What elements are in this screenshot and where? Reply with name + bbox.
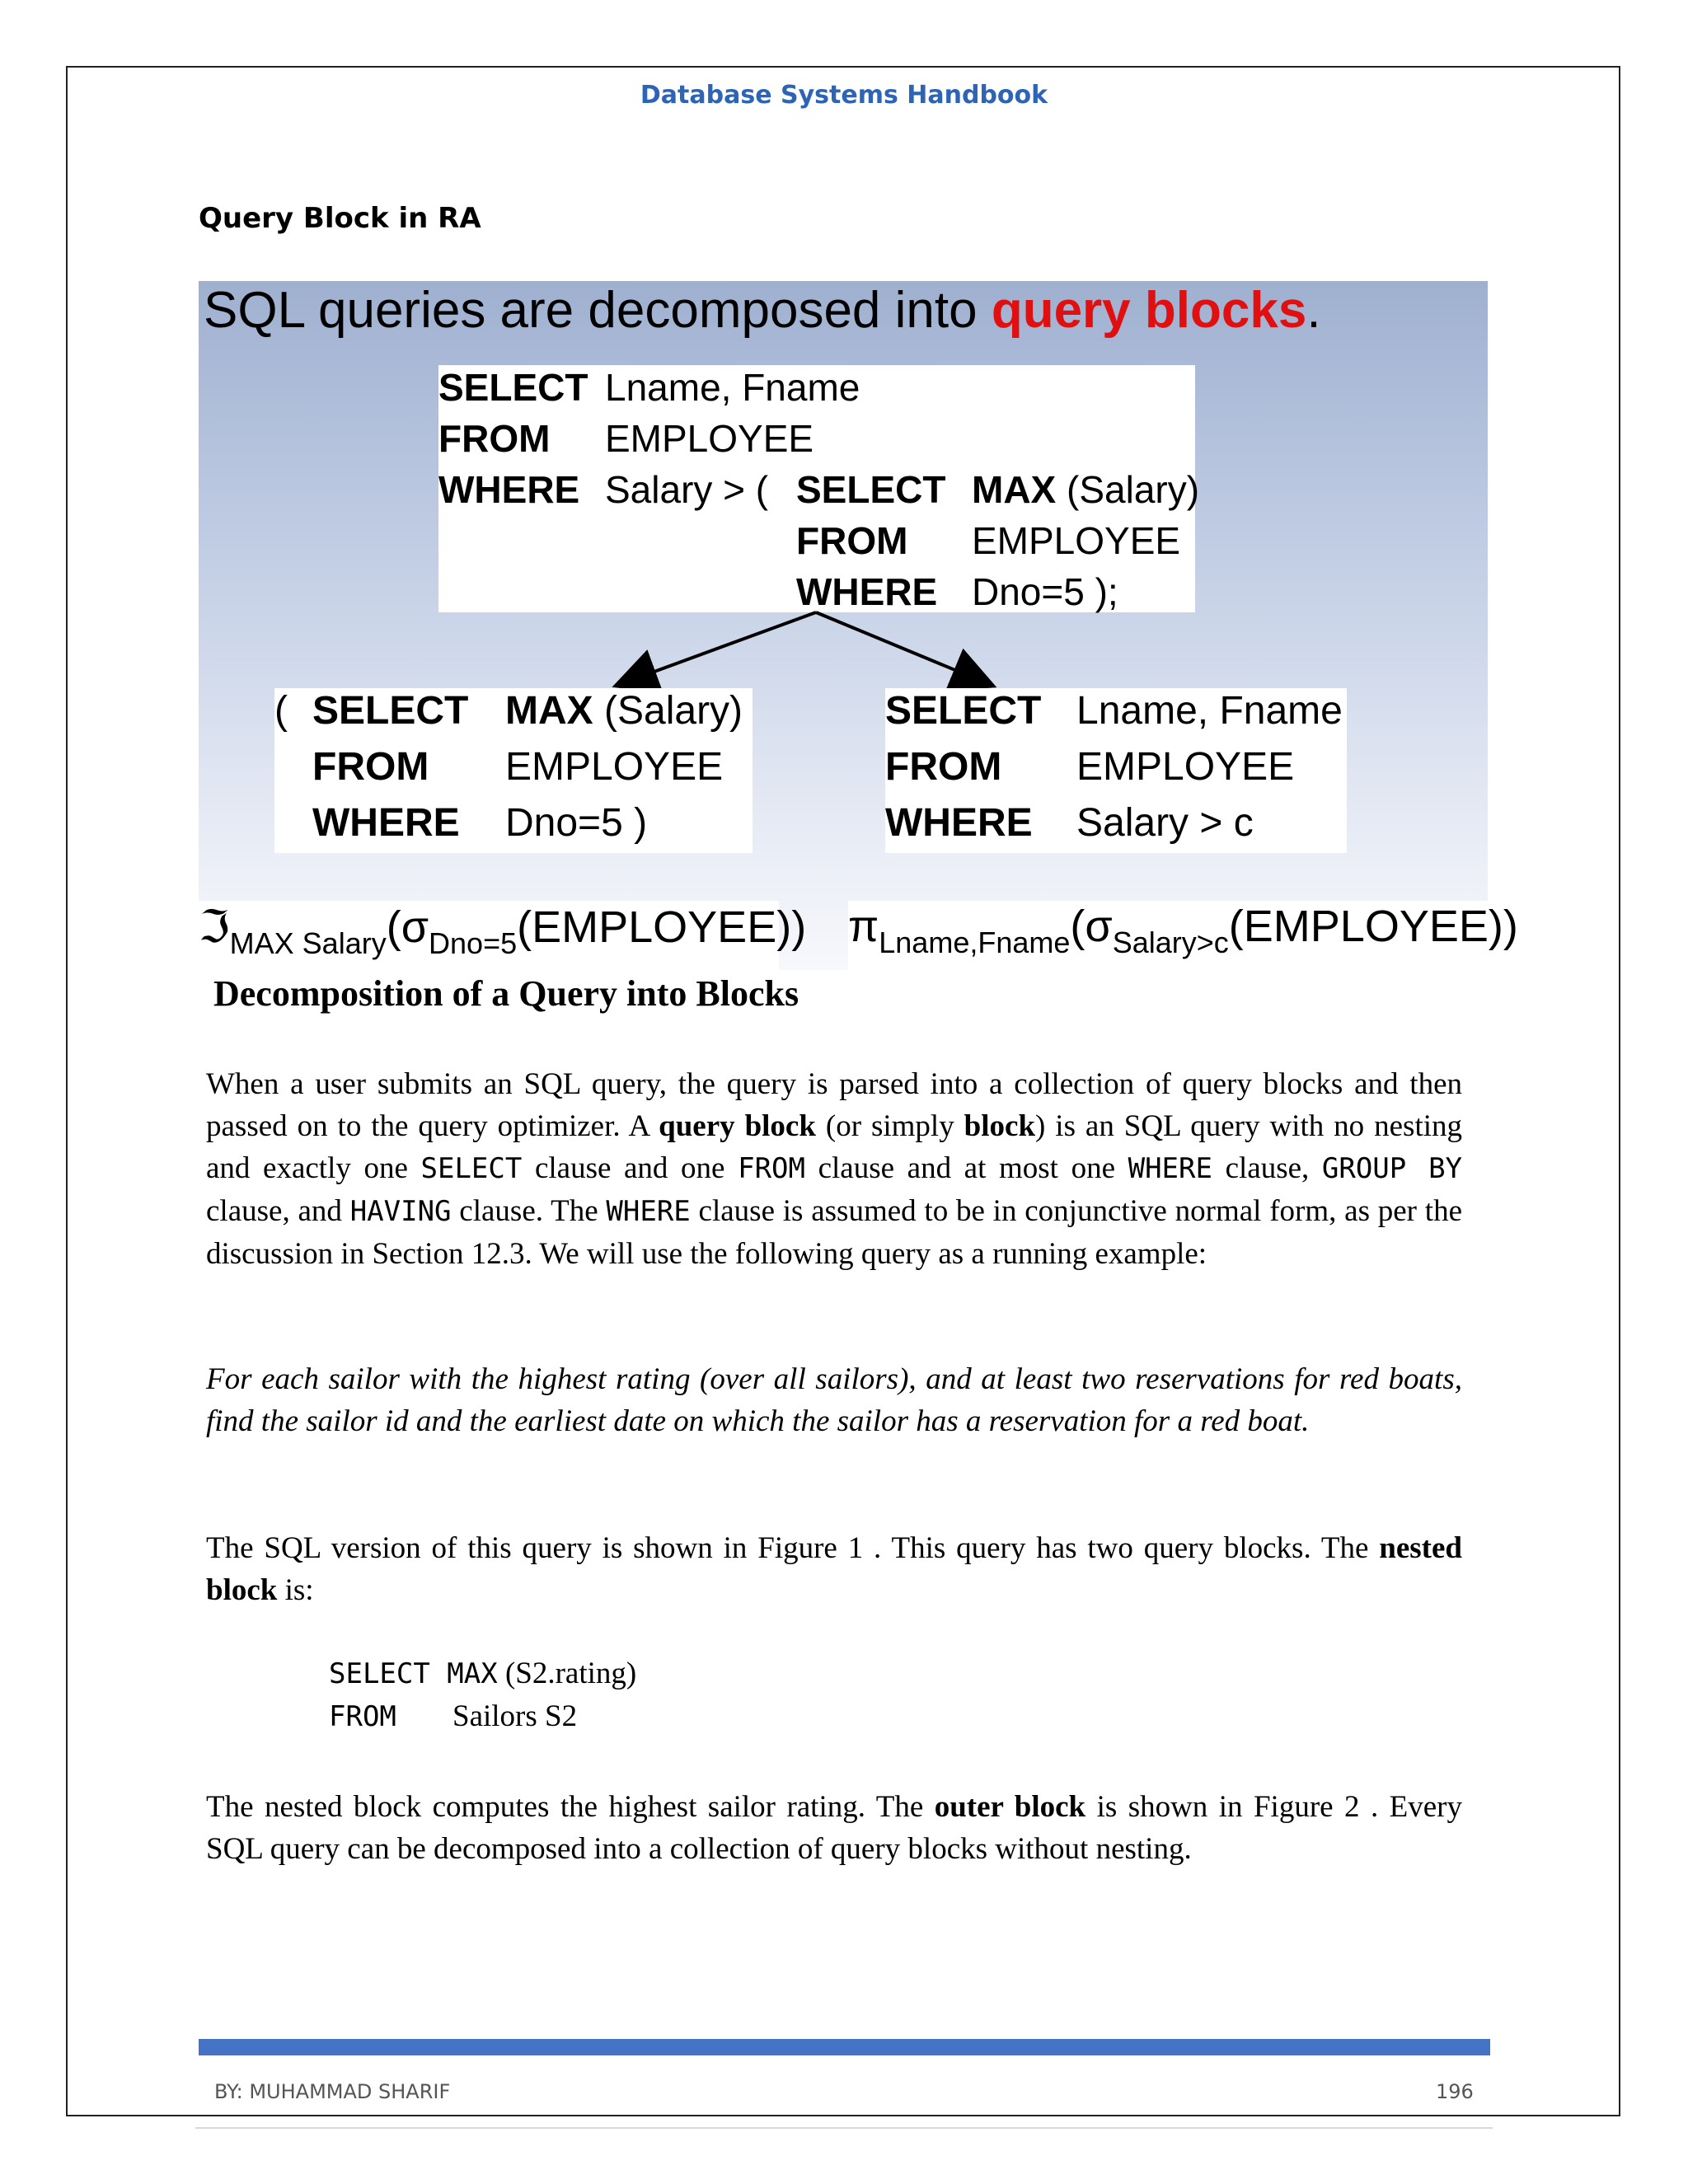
code-line-from bbox=[329, 1695, 636, 1738]
open-paren: ( bbox=[1070, 902, 1085, 951]
text: clause, and bbox=[206, 1194, 350, 1228]
text: clause and one bbox=[522, 1151, 738, 1185]
keyword: MAX bbox=[505, 689, 593, 733]
text: ) is an SQL query with no nesting and exactly one bbox=[206, 1109, 1463, 1185]
text: clause, bbox=[1212, 1151, 1322, 1185]
nested-row-from-val: EMPLOYEE bbox=[972, 519, 1181, 562]
arrow-left bbox=[618, 612, 816, 685]
keyword: SELECT bbox=[438, 366, 588, 409]
keyword: WHERE bbox=[796, 570, 938, 613]
relation-text: (EMPLOYEE)) bbox=[1228, 902, 1518, 951]
code-term: SELECT bbox=[420, 1152, 523, 1185]
page-number: 196 bbox=[1436, 2080, 1474, 2103]
text: (or simply bbox=[815, 1109, 964, 1143]
main-row-where-val: Salary > ( bbox=[605, 468, 769, 511]
code-keyword: SELECT MAX bbox=[329, 1657, 498, 1690]
slide-title-text: SQL queries are decomposed into bbox=[204, 282, 992, 339]
text: is shown in Figure 2 . Every SQL query can be decomposed into a collection of query blocks without nesting. bbox=[206, 1790, 1462, 1866]
outer-row-select bbox=[885, 688, 1041, 733]
code-value: (S2.rating) bbox=[504, 1657, 637, 1690]
code-term: WHERE bbox=[1128, 1152, 1212, 1185]
ra-expression-aggregate bbox=[199, 901, 807, 970]
decomposition-heading: Decomposition of a Query into Blocks bbox=[213, 973, 799, 1014]
keyword: SELECT bbox=[885, 689, 1042, 733]
nested-block-code bbox=[329, 1652, 636, 1738]
keyword: MAX bbox=[972, 468, 1057, 511]
keyword: WHERE bbox=[438, 468, 580, 511]
slide-title-end: . bbox=[1306, 282, 1321, 339]
keyword: WHERE bbox=[312, 801, 460, 845]
slide-title-highlight: query blocks bbox=[991, 282, 1307, 339]
outer-row-where-val: Salary > c bbox=[1076, 801, 1254, 845]
pi-subscript: Lname,Fname bbox=[879, 926, 1071, 959]
inner-block-box bbox=[274, 688, 753, 853]
inner-row-select-val bbox=[505, 688, 743, 733]
code-value: Sailors S2 bbox=[452, 1699, 578, 1733]
arrow-right bbox=[816, 612, 991, 685]
inner-open-paren: ( bbox=[274, 689, 288, 733]
outer-row-from bbox=[885, 744, 1001, 790]
sigma-symbol: σ bbox=[401, 902, 429, 952]
keyword: FROM bbox=[796, 519, 908, 562]
text: is: bbox=[277, 1573, 314, 1607]
keyword: FROM bbox=[438, 417, 551, 460]
code-keyword: FROM bbox=[329, 1700, 396, 1733]
code-term: FROM bbox=[738, 1152, 805, 1185]
bold-term: block bbox=[964, 1109, 1036, 1143]
inner-row-where bbox=[312, 800, 460, 846]
paragraph-sql-version bbox=[206, 1527, 1462, 1611]
footer-bar bbox=[199, 2039, 1490, 2055]
sigma-subscript: Dno=5 bbox=[429, 926, 518, 960]
sigma-subscript: Salary>c bbox=[1112, 926, 1229, 959]
outer-row-where bbox=[885, 800, 1033, 846]
text: clause. The bbox=[451, 1194, 607, 1228]
code-term: WHERE bbox=[606, 1195, 691, 1228]
open-paren: ( bbox=[386, 902, 401, 952]
value: (Salary) bbox=[1067, 468, 1200, 511]
bold-term: query block bbox=[659, 1109, 816, 1143]
aggregate-subscript: MAX Salary bbox=[229, 926, 387, 960]
relation-text: (EMPLOYEE)) bbox=[517, 902, 807, 952]
keyword: SELECT bbox=[796, 468, 946, 511]
query-block-figure bbox=[199, 281, 1518, 970]
code-term: HAVING bbox=[349, 1195, 452, 1228]
text: When a user submits an SQL query, the query is parsed into a collection of query blocks and then passed on to the query optimizer. A bbox=[206, 1067, 1462, 1143]
nested-row-where-val: Dno=5 ); bbox=[972, 570, 1118, 613]
pi-symbol: π bbox=[848, 902, 879, 951]
paragraph-query-blocks bbox=[206, 1063, 1462, 1275]
text: clause and at most one bbox=[804, 1151, 1128, 1185]
value: (Salary) bbox=[604, 689, 743, 733]
text: clause is assumed to be in conjunctive normal form, as per the discussion in Section 12.3. We will use the following query as a running example: bbox=[206, 1194, 1462, 1271]
paragraph-running-example: For each sailor with the highest rating (over all sailors), and at least two reservations for red boats, find the sailor id and the earliest date on which the sailor has a reservation for a red boat. bbox=[206, 1362, 1462, 1438]
text: The nested block computes the highest sailor rating. The bbox=[206, 1790, 935, 1824]
outer-row-select-val: Lname, Fname bbox=[1076, 689, 1343, 733]
keyword: FROM bbox=[885, 745, 1002, 789]
footer-author: BY: MUHAMMAD SHARIF bbox=[214, 2080, 451, 2103]
decomposition-arrows bbox=[199, 281, 1488, 970]
inner-row-from bbox=[312, 744, 429, 790]
code-line-select bbox=[329, 1652, 636, 1695]
outer-row-from-val: EMPLOYEE bbox=[1076, 745, 1295, 789]
inner-row-select bbox=[312, 688, 468, 733]
ra-expression-projection bbox=[848, 901, 1518, 970]
bold-term: outer block bbox=[934, 1790, 1086, 1824]
code-term: GROUP BY bbox=[1321, 1152, 1463, 1185]
main-row-select-val: Lname, Fname bbox=[605, 366, 860, 409]
paragraph-outer-block bbox=[206, 1786, 1462, 1870]
aggregate-symbol: ℑ bbox=[199, 902, 230, 952]
main-row-from-val: EMPLOYEE bbox=[605, 417, 814, 460]
inner-row-from-val: EMPLOYEE bbox=[505, 745, 724, 789]
bold-term: nested block bbox=[206, 1531, 1462, 1607]
running-header: Database Systems Handbook bbox=[640, 81, 1048, 110]
keyword: FROM bbox=[312, 745, 429, 789]
inner-row-where-val: Dno=5 ) bbox=[505, 801, 648, 845]
section-title: Query Block in RA bbox=[199, 202, 481, 235]
footer-divider bbox=[195, 2127, 1493, 2129]
keyword: WHERE bbox=[885, 801, 1033, 845]
keyword: SELECT bbox=[312, 689, 469, 733]
sigma-symbol: σ bbox=[1085, 902, 1113, 951]
text: The SQL version of this query is shown in Figure 1 . This query has two query blocks. The bbox=[206, 1531, 1380, 1565]
outer-block-box bbox=[885, 688, 1347, 853]
